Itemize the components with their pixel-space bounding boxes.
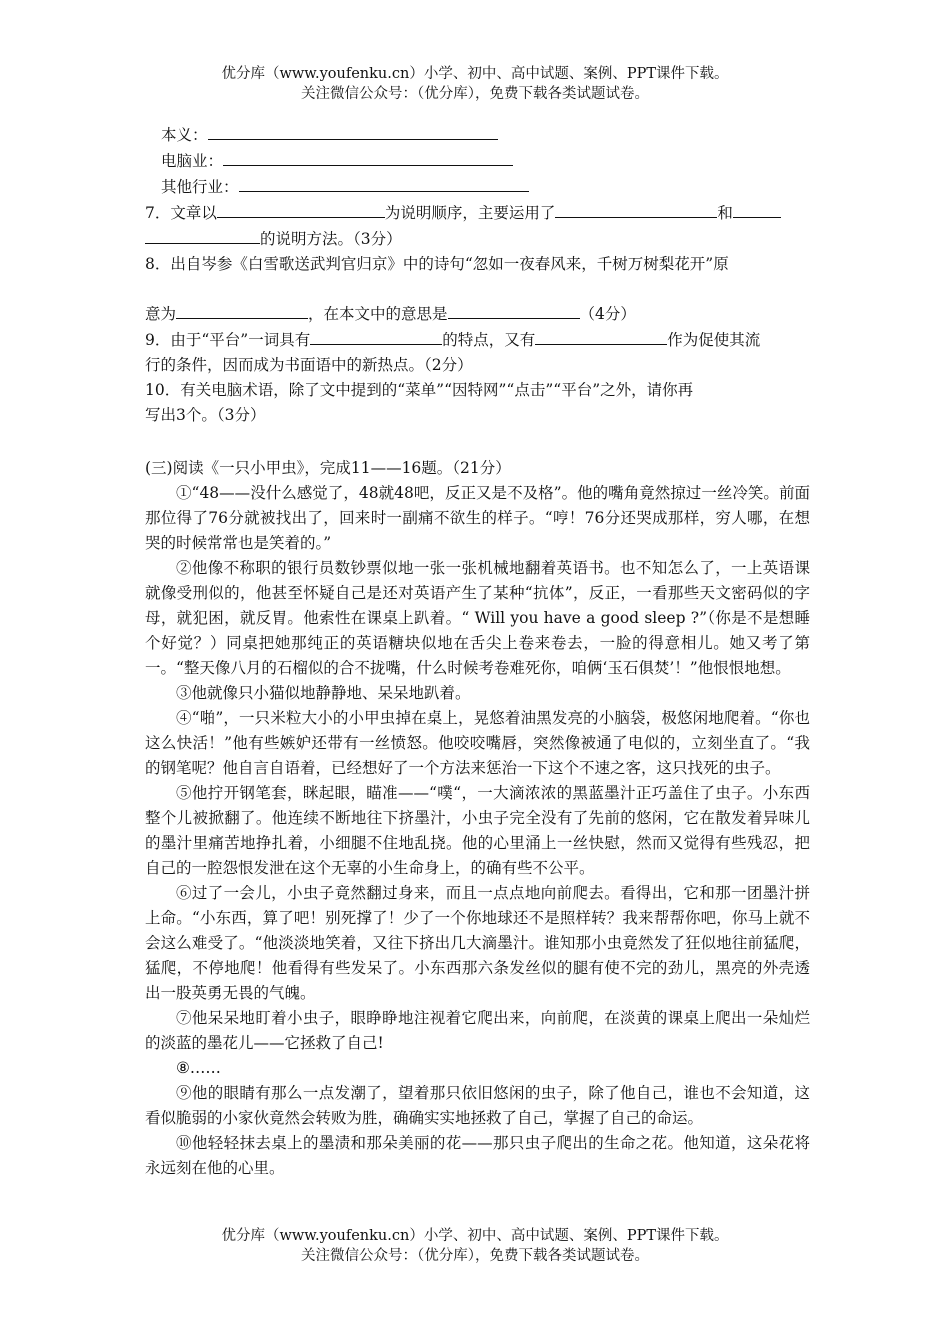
q9-text-b: 的特点，又有: [442, 331, 536, 349]
q6-diannao-label: 电脑业：: [161, 152, 224, 170]
spacer: [145, 428, 810, 456]
paragraph-10: ⑩他轻轻抹去桌上的墨渍和那朵美丽的花——那只虫子爬出的生命之花。他知道，这朵花将永远刻在他的心里。: [145, 1134, 810, 1177]
paragraph-4: ④“啪”，一只米粒大小的小甲虫掉在桌上，晃悠着油黑发亮的小脑袋，极悠闲地爬着。“你也这么快活！”他有些嫉妒还带有一丝愤怒。他咬咬嘴唇，突然像被通了电似的，立刻坐直了。“我的钢笔呢？他自言自语着，已经想好了一个方法来惩治一下这个不速之客，这只找死的虫子。: [145, 709, 810, 777]
header-line-2: 关注微信公众号：（优分库），免费下载各类试题试卷。: [301, 86, 649, 102]
footer-line-2: 关注微信公众号：（优分库），免费下载各类试题试卷。: [301, 1248, 649, 1264]
q7-text-d: 的说明方法。（3分）: [260, 230, 402, 248]
question-10-line1: 10．有关电脑术语，除了文中提到的“菜单”“因特网”“点击”“平台”之外，请你再: [145, 381, 694, 399]
q6-qita-label: 其他行业：: [161, 178, 239, 196]
q8-blank-1: [176, 301, 308, 319]
header-line-1: 优分库（www.youfenku.cn）小学、初中、高中试题、案例、PPT课件下载。: [221, 66, 729, 82]
q6-benyi-line: [145, 122, 810, 148]
q6-qita-blank: [239, 174, 529, 192]
q7-blank-1: [217, 200, 385, 218]
section-3-title: (三)阅读《一只小甲虫》，完成11——16题。（21分）: [145, 459, 511, 477]
q9-text-a: 9．由于“平台”一词具有: [145, 331, 311, 349]
page-header: [0, 64, 950, 104]
paragraph-8: ⑧……: [176, 1059, 221, 1077]
question-9-line2: 行的条件，因而成为书面语中的新热点。（2分）: [145, 356, 473, 374]
q9-text-c: 作为促使其流: [667, 331, 761, 349]
paragraph-3: ③他就像只小猫似地静静地、呆呆地趴着。: [176, 684, 471, 702]
question-7-cont: [145, 226, 810, 252]
q8-text-b: ，在本文中的意思是: [308, 305, 448, 323]
question-9-line1: [145, 327, 810, 353]
page-footer: [0, 1226, 950, 1266]
paragraph-2: ②他像不称职的银行员数钞票似地一张一张机械地翻着英语书。也不知怎么了，一上英语课就像受刑似的，他甚至怀疑自己是还对英语产生了某种“抗体”，反正，一看那些天文密码似的字母，就犯困，就反胃。他索性在课桌上趴着。“ Will you have a good sleep ?”（你是不是想睡个好觉？）同桌把她那纯正的英语糖块似地在舌尖上卷来卷去，一脸的得意相儿。她又考了第一。“整天像八月的石榴似的合不拢嘴，什么时候考卷难死你，咱俩‘玉石俱焚’！”他恨恨地想。: [145, 559, 810, 677]
q6-qita-line: [145, 174, 810, 200]
q9-blank-1: [310, 327, 442, 345]
document-body: [145, 122, 810, 1181]
paragraph-5: ⑤他拧开钢笔套，眯起眼，瞄准——“噗“，一大滴浓浓的黑蓝墨汁正巧盖住了虫子。小东西整个儿被掀翻了。他连续不断地往下挤墨汁，小虫子完全没有了先前的悠闲，它在散发着异味儿的墨汁里痛苦地挣扎着，小细腿不住地乱挠。他的心里涌上一丝快慰，然而又觉得有些残忍，把自己的一腔怨恨发泄在这个无辜的小生命身上，的确有些不公平。: [145, 784, 810, 877]
q6-benyi-blank: [208, 122, 498, 140]
q7-text-a: 7．文章以: [145, 204, 217, 222]
paragraph-1: ①“48——没什么感觉了，48就48吧，反正又是不及格”。他的嘴角竟然掠过一丝冷笑。前面那位得了76分就被找出了，回来时一副痛不欲生的样子。“哼！76分还哭成那样，穷人哪，在想哭的时候常常也是笑着的。”: [145, 484, 810, 552]
footer-line-1: 优分库（www.youfenku.cn）小学、初中、高中试题、案例、PPT课件下载。: [221, 1228, 729, 1244]
q7-text-b: 为说明顺序，主要运用了: [384, 204, 556, 222]
q7-blank-3-cont: [145, 226, 260, 244]
question-10-line2: 写出3个。（3分）: [145, 406, 266, 424]
q7-blank-2: [555, 200, 717, 218]
q6-diannao-line: [145, 148, 810, 174]
q8-blank-2: [448, 301, 580, 319]
paragraph-7: ⑦他呆呆地盯着小虫子，眼睁睁地注视着它爬出来，向前爬，在淡黄的课桌上爬出一朵灿烂的淡蓝的墨花儿——它拯救了自己!: [145, 1009, 810, 1052]
q8-text-a: 意为: [145, 305, 177, 323]
spacer: [145, 277, 810, 301]
q7-text-c: 和: [717, 204, 733, 222]
question-8-line2: [145, 301, 810, 327]
question-7: [145, 200, 810, 226]
q9-blank-2: [535, 327, 667, 345]
question-8-line1: 8．出自岑参《白雪歌送武判官归京》中的诗句“忽如一夜春风来，千树万树梨花开”原: [145, 255, 729, 273]
q6-diannao-blank: [223, 148, 513, 166]
paragraph-9: ⑨他的眼睛有那么一点发潮了，望着那只依旧悠闲的虫子，除了他自己，谁也不会知道，这看似脆弱的小家伙竟然会转败为胜，确确实实地拯救了自己，掌握了自己的命运。: [145, 1084, 810, 1127]
q8-text-c: （4分）: [579, 305, 636, 323]
q7-blank-3: [733, 200, 781, 218]
q6-benyi-label: 本义：: [161, 126, 208, 144]
paragraph-6: ⑥过了一会儿，小虫子竟然翻过身来，而且一点点地向前爬去。看得出，它和那一团墨汁拼上命。“小东西，算了吧！别死撑了！少了一个你地球还不是照样转？我来帮帮你吧，你马上就不会这么难受了。“他淡淡地笑着，又往下挤出几大滴墨汁。谁知那小虫竟然发了狂似地往前猛爬，猛爬，不停地爬！他看得有些发呆了。小东西那六条发丝似的腿有使不完的劲儿，黑亮的外壳透出一股英勇无畏的气魄。: [145, 884, 810, 1002]
